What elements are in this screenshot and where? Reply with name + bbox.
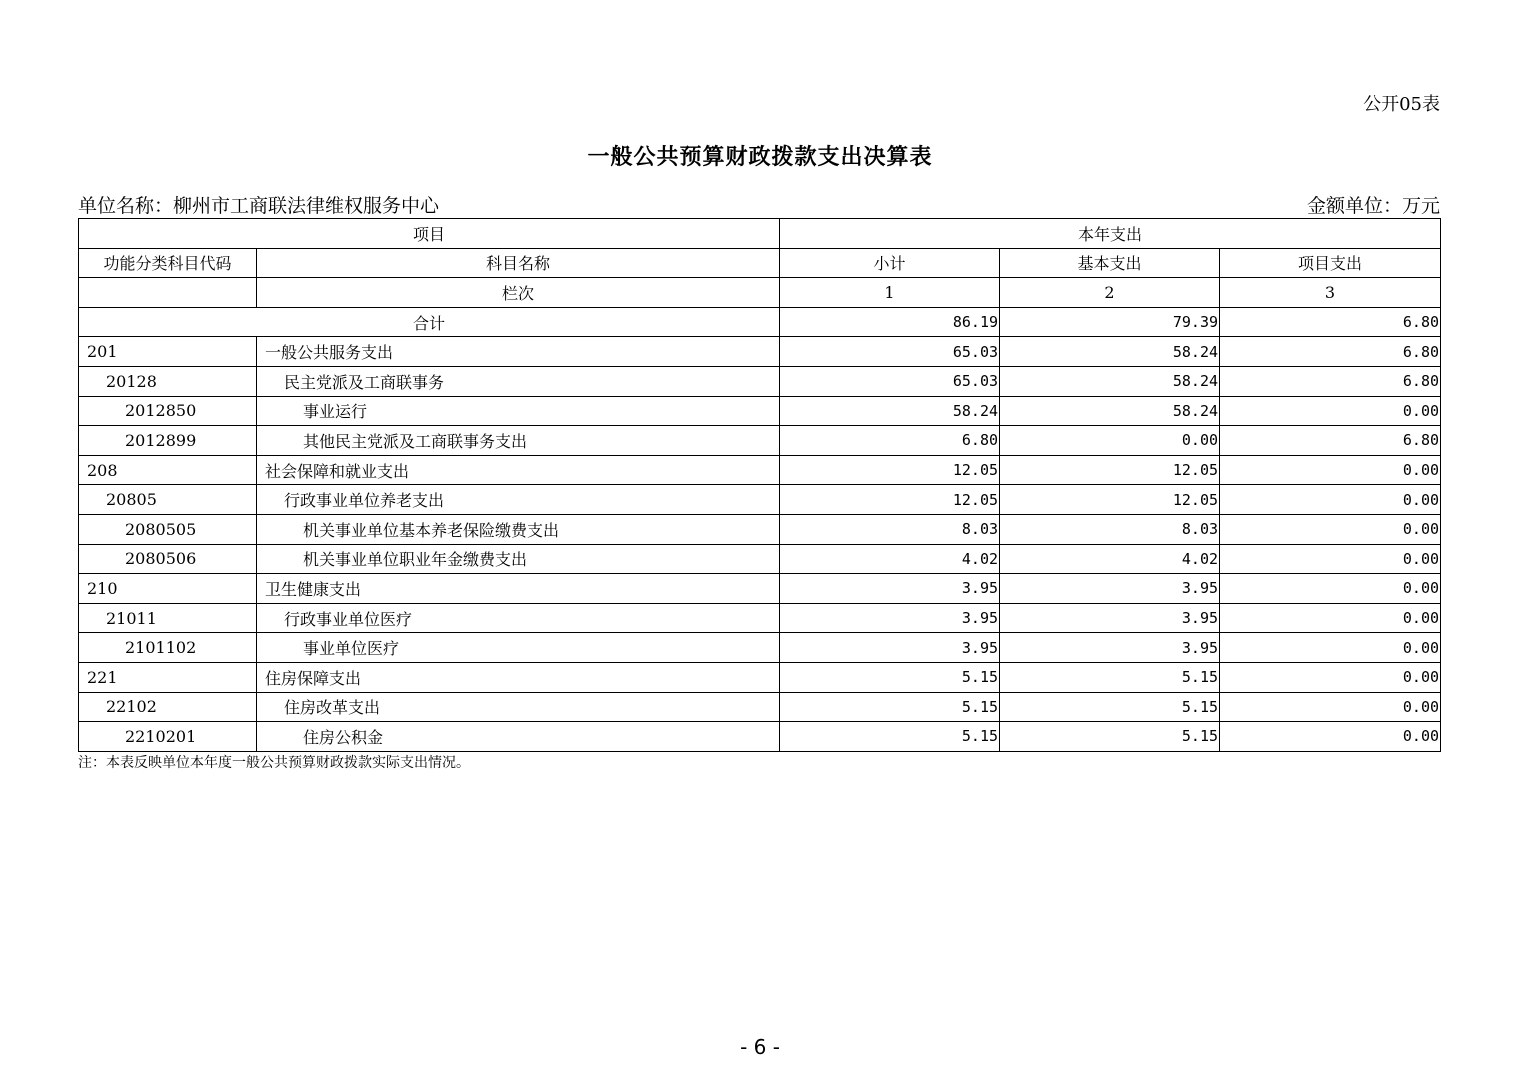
row-name: 一般公共服务支出	[257, 337, 780, 367]
row-subtotal: 65.03	[780, 366, 1000, 396]
row-name: 机关事业单位基本养老保险缴费支出	[257, 514, 780, 544]
row-basic: 8.03	[1000, 514, 1220, 544]
row-subtotal: 3.95	[780, 574, 1000, 604]
row-name: 行政事业单位养老支出	[257, 485, 780, 515]
header-basic-expense: 基本支出	[1000, 248, 1220, 278]
row-name: 住房公积金	[257, 722, 780, 752]
row-project: 0.00	[1220, 662, 1441, 692]
header-row-3	[79, 278, 1441, 308]
expense-table	[78, 218, 1441, 752]
table-row	[79, 455, 1441, 485]
row-code: 2210201	[79, 722, 257, 752]
row-project: 0.00	[1220, 485, 1441, 515]
row-project: 0.00	[1220, 574, 1441, 604]
row-basic: 58.24	[1000, 337, 1220, 367]
table-row	[79, 396, 1441, 426]
row-name: 其他民主党派及工商联事务支出	[257, 426, 780, 456]
row-basic: 5.15	[1000, 692, 1220, 722]
row-subtotal: 6.80	[780, 426, 1000, 456]
row-project: 0.00	[1220, 603, 1441, 633]
amount-unit: 金额单位：万元	[1306, 195, 1440, 217]
total-row	[79, 307, 1441, 337]
row-code: 22102	[79, 692, 257, 722]
row-subtotal: 5.15	[780, 722, 1000, 752]
row-code: 2101102	[79, 633, 257, 663]
row-name: 住房改革支出	[257, 692, 780, 722]
row-basic: 0.00	[1000, 426, 1220, 456]
row-project: 0.00	[1220, 722, 1441, 752]
header-project: 项目	[79, 219, 780, 249]
row-name: 民主党派及工商联事务	[257, 366, 780, 396]
row-project: 0.00	[1220, 692, 1441, 722]
row-code: 21011	[79, 603, 257, 633]
page-title: 一般公共预算财政拨款支出决算表	[587, 144, 933, 170]
row-basic: 3.95	[1000, 633, 1220, 663]
row-project: 6.80	[1220, 366, 1441, 396]
row-basic: 58.24	[1000, 366, 1220, 396]
row-subtotal: 58.24	[780, 396, 1000, 426]
table-row	[79, 633, 1441, 663]
header-project-expense: 项目支出	[1220, 248, 1441, 278]
header-current-year-expense: 本年支出	[780, 219, 1441, 249]
table-row	[79, 544, 1441, 574]
table-row	[79, 662, 1441, 692]
row-subtotal: 5.15	[780, 692, 1000, 722]
table-row	[79, 692, 1441, 722]
total-basic: 79.39	[1000, 307, 1220, 337]
row-name: 行政事业单位医疗	[257, 603, 780, 633]
header-row-2	[79, 248, 1441, 278]
row-code: 2080505	[79, 514, 257, 544]
row-name: 社会保障和就业支出	[257, 455, 780, 485]
header-func-code: 功能分类科目代码	[79, 248, 257, 278]
row-subtotal: 3.95	[780, 633, 1000, 663]
row-code: 210	[79, 574, 257, 604]
total-label: 合计	[79, 307, 780, 337]
table-row	[79, 514, 1441, 544]
row-code: 2012850	[79, 396, 257, 426]
total-project: 6.80	[1220, 307, 1441, 337]
header-col3: 3	[1220, 278, 1441, 308]
row-project: 0.00	[1220, 544, 1441, 574]
row-code: 20805	[79, 485, 257, 515]
row-basic: 58.24	[1000, 396, 1220, 426]
row-project: 0.00	[1220, 514, 1441, 544]
header-col2: 2	[1000, 278, 1220, 308]
unit-name: 单位名称：柳州市工商联法律维权服务中心	[78, 195, 440, 217]
row-basic: 4.02	[1000, 544, 1220, 574]
header-subject-name: 科目名称	[257, 248, 780, 278]
table-row	[79, 574, 1441, 604]
table-row	[79, 722, 1441, 752]
row-subtotal: 12.05	[780, 485, 1000, 515]
row-name: 事业单位医疗	[257, 633, 780, 663]
row-subtotal: 8.03	[780, 514, 1000, 544]
row-basic: 5.15	[1000, 722, 1220, 752]
table-note: 注：本表反映单位本年度一般公共预算财政拨款实际支出情况。	[78, 755, 470, 771]
table-row	[79, 426, 1441, 456]
header-empty-cell	[79, 278, 257, 308]
row-subtotal: 12.05	[780, 455, 1000, 485]
page-number: - 6 -	[740, 1035, 780, 1059]
row-basic: 3.95	[1000, 574, 1220, 604]
row-name: 住房保障支出	[257, 662, 780, 692]
row-subtotal: 5.15	[780, 662, 1000, 692]
header-row-1	[79, 219, 1441, 249]
row-name: 事业运行	[257, 396, 780, 426]
table-row	[79, 485, 1441, 515]
row-basic: 3.95	[1000, 603, 1220, 633]
row-subtotal: 3.95	[780, 603, 1000, 633]
row-code: 2012899	[79, 426, 257, 456]
table-row	[79, 603, 1441, 633]
row-basic: 12.05	[1000, 485, 1220, 515]
row-project: 6.80	[1220, 337, 1441, 367]
row-name: 卫生健康支出	[257, 574, 780, 604]
table-row	[79, 366, 1441, 396]
row-project: 6.80	[1220, 426, 1441, 456]
row-basic: 12.05	[1000, 455, 1220, 485]
table-row	[79, 337, 1441, 367]
row-code: 2080506	[79, 544, 257, 574]
row-subtotal: 4.02	[780, 544, 1000, 574]
row-basic: 5.15	[1000, 662, 1220, 692]
row-project: 0.00	[1220, 633, 1441, 663]
total-subtotal: 86.19	[780, 307, 1000, 337]
row-project: 0.00	[1220, 396, 1441, 426]
row-code: 208	[79, 455, 257, 485]
row-name: 机关事业单位职业年金缴费支出	[257, 544, 780, 574]
row-subtotal: 65.03	[780, 337, 1000, 367]
header-subtotal: 小计	[780, 248, 1000, 278]
unit-info-line	[78, 191, 1440, 217]
row-code: 20128	[79, 366, 257, 396]
form-code: 公开05表	[1363, 94, 1440, 115]
header-col1: 1	[780, 278, 1000, 308]
row-code: 201	[79, 337, 257, 367]
row-code: 221	[79, 662, 257, 692]
row-project: 0.00	[1220, 455, 1441, 485]
header-column-no: 栏次	[257, 278, 780, 308]
